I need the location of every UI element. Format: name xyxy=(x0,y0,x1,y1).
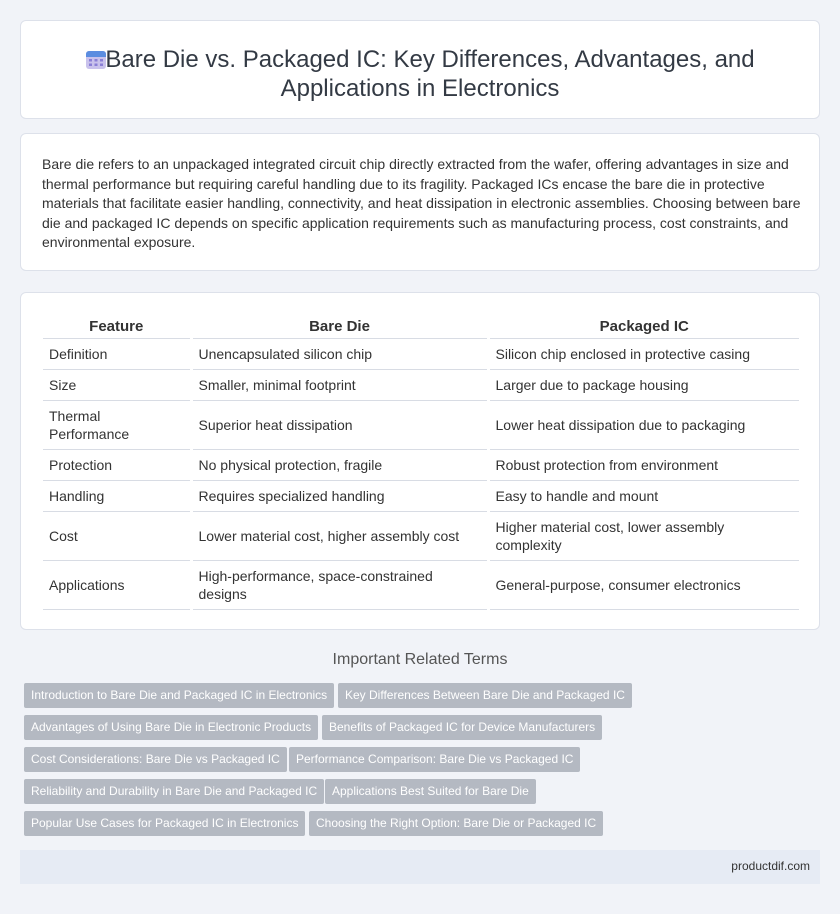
header-packaged-ic: Packaged IC xyxy=(488,317,799,338)
related-term-tag[interactable]: Choosing the Right Option: Bare Die or Packaged IC xyxy=(309,811,603,836)
row-feature: Cost xyxy=(43,511,191,560)
intro-card xyxy=(20,133,820,271)
page-title-line2: Applications in Electronics xyxy=(280,75,560,102)
table-row xyxy=(43,480,799,511)
row-feature: Size xyxy=(43,369,191,400)
table-row xyxy=(43,400,799,449)
page-title xyxy=(21,45,819,103)
row-packaged-ic: Larger due to package housing xyxy=(488,369,799,400)
footer xyxy=(20,850,820,884)
row-feature: Applications xyxy=(43,560,191,609)
related-term-tag[interactable]: Advantages of Using Bare Die in Electronic Products xyxy=(24,715,318,740)
related-term-tag[interactable]: Performance Comparison: Bare Die vs Packaged IC xyxy=(289,747,580,772)
table-row xyxy=(43,369,799,400)
row-bare-die: Superior heat dissipation xyxy=(191,400,488,449)
row-feature: Definition xyxy=(43,338,191,369)
header-feature: Feature xyxy=(43,317,191,338)
page-title-line1: Bare Die vs. Packaged IC: Key Differences, Advantages, and xyxy=(105,46,755,73)
row-feature: Thermal Performance xyxy=(43,400,191,449)
table-row xyxy=(43,449,799,480)
intro-paragraph: Bare die refers to an unpackaged integrated circuit chip directly extracted from the wafer, offering advantages in size and thermal performance but requiring careful handling due to its fragility. Packaged ICs encase the bare die in protective materials that facilitate easier handling, connectivity, and heat dissipation in electronic assemblies. Choosing between bare die and packaged IC depends on specific application requirements such as manufacturing process, cost constraints, and environmental exposure. xyxy=(42,156,801,250)
row-bare-die: Lower material cost, higher assembly cost xyxy=(191,511,488,560)
related-term-tag[interactable]: Reliability and Durability in Bare Die and Packaged IC xyxy=(24,779,324,804)
row-packaged-ic: General-purpose, consumer electronics xyxy=(488,560,799,609)
row-packaged-ic: Silicon chip enclosed in protective casing xyxy=(488,338,799,369)
row-bare-die: High-performance, space-constrained designs xyxy=(191,560,488,609)
related-terms-heading: Important Related Terms xyxy=(332,651,508,668)
table-header-row xyxy=(43,317,799,338)
row-bare-die: Smaller, minimal footprint xyxy=(191,369,488,400)
row-packaged-ic: Higher material cost, lower assembly complexity xyxy=(488,511,799,560)
table-row xyxy=(43,511,799,560)
related-term-tag[interactable]: Benefits of Packaged IC for Device Manufacturers xyxy=(322,715,602,740)
row-bare-die: Requires specialized handling xyxy=(191,480,488,511)
row-packaged-ic: Lower heat dissipation due to packaging xyxy=(488,400,799,449)
row-packaged-ic: Robust protection from environment xyxy=(488,449,799,480)
row-packaged-ic: Easy to handle and mount xyxy=(488,480,799,511)
related-term-tag[interactable]: Introduction to Bare Die and Packaged IC in Electronics xyxy=(24,683,334,708)
comparison-table-card xyxy=(20,292,820,630)
row-bare-die: Unencapsulated silicon chip xyxy=(191,338,488,369)
title-card xyxy=(20,20,820,119)
related-term-tag[interactable]: Popular Use Cases for Packaged IC in Electronics xyxy=(24,811,305,836)
table-row xyxy=(43,560,799,609)
related-term-tag[interactable]: Cost Considerations: Bare Die vs Packaged IC xyxy=(24,747,287,772)
header-bare-die: Bare Die xyxy=(191,317,488,338)
related-term-tag[interactable]: Applications Best Suited for Bare Die xyxy=(325,779,536,804)
table-row xyxy=(43,338,799,369)
comparison-table xyxy=(43,317,799,610)
row-bare-die: No physical protection, fragile xyxy=(191,449,488,480)
footer-site[interactable]: productdif.com xyxy=(731,859,810,873)
row-feature: Handling xyxy=(43,480,191,511)
related-term-tag[interactable]: Key Differences Between Bare Die and Packaged IC xyxy=(338,683,632,708)
row-feature: Protection xyxy=(43,449,191,480)
